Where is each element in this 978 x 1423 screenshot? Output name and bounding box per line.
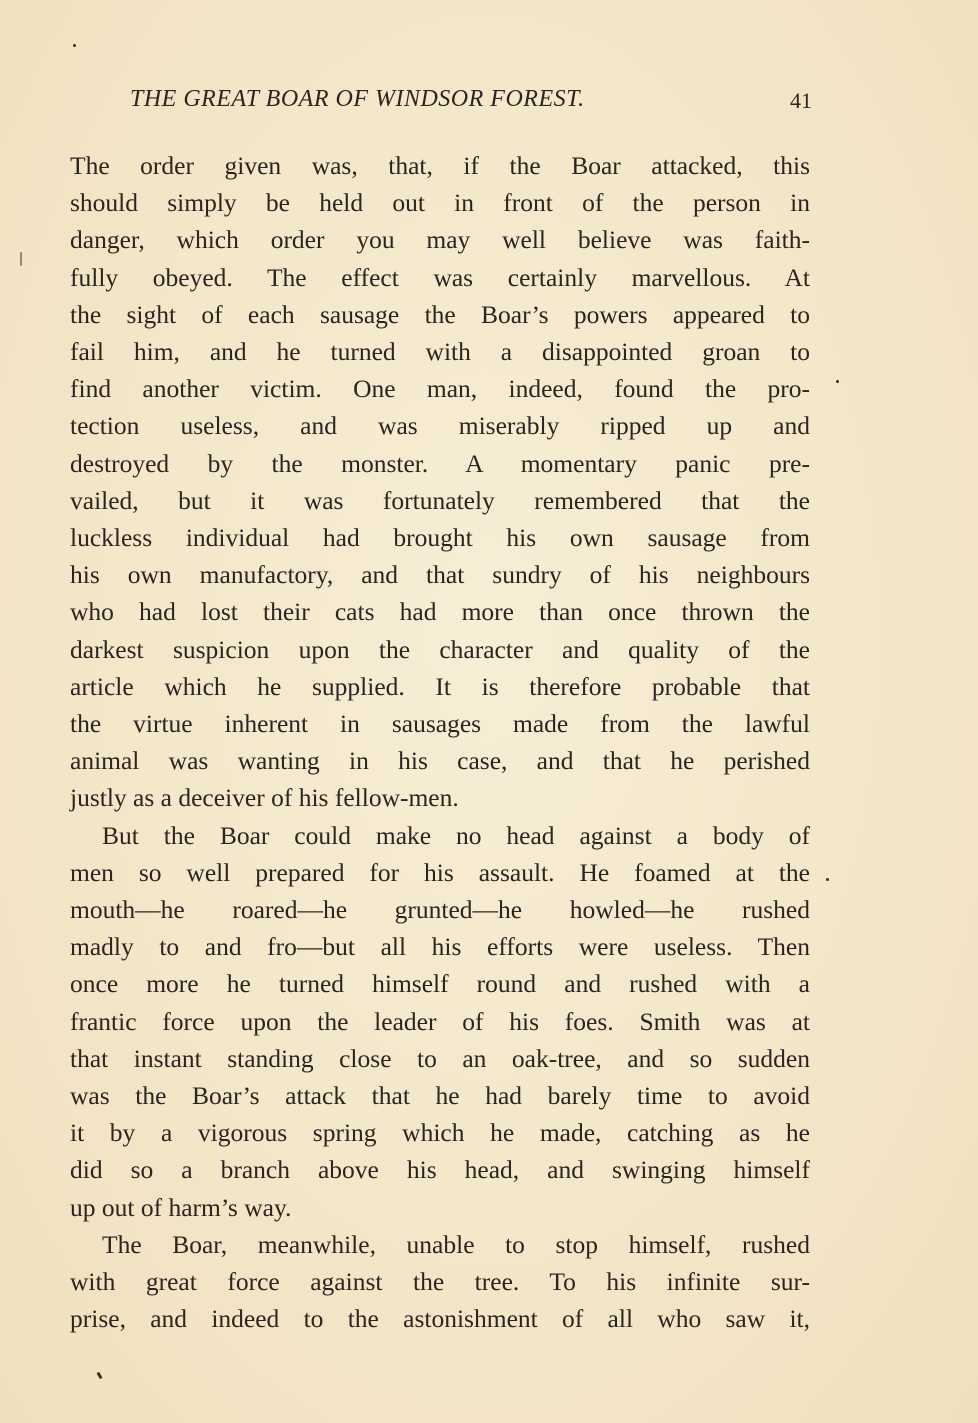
paragraph bbox=[70, 817, 810, 1226]
text-line: did so a branch above his head, and swinging himself bbox=[70, 1155, 810, 1185]
text-line: danger, which order you may well believe was faith- bbox=[70, 225, 810, 255]
text-line: The order given was, that, if the Boar attacked, this bbox=[70, 151, 810, 180]
text-line: article which he supplied. It is therefore probable that bbox=[70, 671, 810, 701]
text-line: fail him, and he turned with a disappointed groan to bbox=[70, 337, 810, 367]
text-line: The Boar, meanwhile, unable to stop himself, rushed bbox=[102, 1229, 810, 1259]
text-line: his own manufactory, and that sundry of his neighbours bbox=[70, 560, 810, 590]
text-line: find another victim. One man, indeed, found the pro- bbox=[70, 374, 810, 404]
text-line: darkest suspicion upon the character and quality of the bbox=[70, 634, 810, 664]
text-line: animal was wanting in his case, and that he perished bbox=[70, 746, 810, 776]
text-line: once more he turned himself round and rushed with a bbox=[70, 969, 810, 999]
text-line: the virtue inherent in sausages made from the lawful bbox=[70, 709, 810, 739]
running-head bbox=[70, 86, 812, 120]
text-line: the sight of each sausage the Boar’s powers appeared to bbox=[70, 299, 810, 329]
text-line: tection useless, and was miserably ripped up and bbox=[70, 411, 810, 441]
text-line: mouth—he roared—he grunted—he howled—he rushed bbox=[70, 895, 810, 925]
paragraph bbox=[70, 147, 810, 817]
text-line: with great force against the tree. To his infinite sur- bbox=[70, 1267, 810, 1297]
body-text bbox=[70, 147, 810, 1338]
paragraph bbox=[70, 1226, 810, 1338]
text-line: prise, and indeed to the astonishment of all who saw it, bbox=[70, 1304, 810, 1334]
text-line: madly to and fro—but all his efforts were useless. Then bbox=[70, 932, 810, 962]
text-line: vailed, but it was fortunately remembered that the bbox=[70, 485, 810, 515]
text-line: luckless individual had brought his own sausage from bbox=[70, 523, 810, 553]
print-speck bbox=[836, 380, 839, 383]
running-title: THE GREAT BOAR OF WINDSOR FOREST. bbox=[130, 86, 585, 112]
page-number: 41 bbox=[790, 88, 812, 113]
text-line: up out of harm’s way. bbox=[70, 1192, 292, 1222]
text-line: should simply be held out in front of the person in bbox=[70, 188, 810, 218]
text-line: was the Boar’s attack that he had barely time to avoid bbox=[70, 1081, 810, 1111]
print-speck bbox=[826, 878, 829, 881]
text-line: But the Boar could make no head against a body of bbox=[102, 820, 810, 850]
text-line: who had lost their cats had more than once thrown the bbox=[70, 597, 810, 627]
text-line: that instant standing close to an oak-tree, and so sudden bbox=[70, 1043, 810, 1073]
text-line: men so well prepared for his assault. He foamed at the bbox=[70, 857, 810, 887]
text-line: destroyed by the monster. A momentary panic pre- bbox=[70, 448, 810, 478]
text-line: it by a vigorous spring which he made, catching as he bbox=[70, 1118, 810, 1148]
print-speck bbox=[20, 252, 22, 266]
text-line: frantic force upon the leader of his foes. Smith was at bbox=[70, 1006, 810, 1036]
text-line: fully obeyed. The effect was certainly marvellous. At bbox=[70, 262, 810, 292]
print-speck bbox=[73, 44, 76, 47]
print-speck bbox=[96, 1372, 102, 1380]
text-line: justly as a deceiver of his fellow-men. bbox=[70, 783, 459, 813]
